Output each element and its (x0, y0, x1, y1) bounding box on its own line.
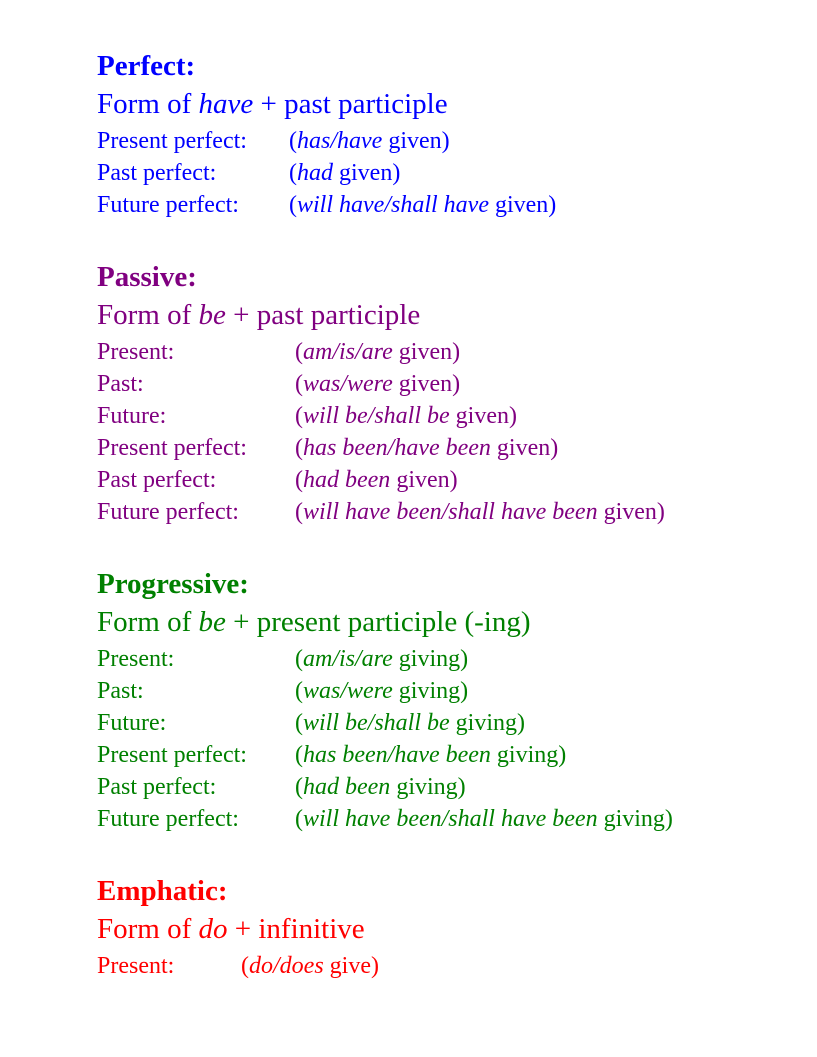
open-paren: ( (295, 403, 303, 429)
tense-row (97, 368, 461, 400)
tense-example (295, 464, 458, 496)
tense-row (97, 336, 461, 368)
example-rest: giving) (597, 806, 673, 832)
open-paren: ( (289, 160, 297, 186)
tense-example (295, 771, 466, 803)
open-paren: ( (295, 678, 303, 704)
tense-row (97, 125, 448, 157)
tense-label: Past: (97, 371, 144, 397)
passive-section (97, 258, 665, 528)
tense-label: Future perfect: (97, 499, 239, 525)
auxiliary-verb: had (297, 160, 333, 186)
tense-row (97, 643, 531, 675)
tense-row (97, 950, 379, 982)
open-paren: ( (241, 953, 249, 979)
formula-prefix: Form of (97, 299, 199, 331)
formula-verb: be (198, 299, 226, 331)
open-paren: ( (295, 774, 303, 800)
section-formula (97, 910, 365, 949)
example-rest: giving) (392, 678, 469, 704)
example-rest: giving) (449, 710, 525, 736)
formula-suffix: + past participle (225, 299, 421, 331)
tense-row (97, 707, 531, 739)
auxiliary-verb: has been/have been (303, 742, 491, 768)
example-rest: given) (488, 192, 557, 218)
tense-row (97, 675, 531, 707)
example-rest: given) (392, 339, 461, 365)
tense-row (97, 739, 567, 771)
tense-example (295, 336, 460, 368)
auxiliary-verb: has/have (297, 128, 383, 154)
tense-row (97, 496, 665, 528)
auxiliary-verb: will have been/shall have been (303, 499, 598, 525)
section-title: Passive: (97, 261, 197, 293)
tense-example (289, 157, 400, 189)
section-formula (97, 85, 448, 124)
open-paren: ( (295, 710, 303, 736)
tense-example (295, 707, 525, 739)
formula-prefix: Form of (97, 606, 199, 638)
tense-example (295, 803, 673, 835)
tense-example (295, 496, 665, 528)
auxiliary-verb: will be/shall be (303, 710, 450, 736)
auxiliary-verb: has been/have been (303, 435, 491, 461)
formula-suffix: + past participle (253, 88, 448, 120)
open-paren: ( (295, 371, 303, 397)
tense-example (241, 950, 379, 982)
tense-label: Past perfect: (97, 467, 217, 493)
open-paren: ( (289, 128, 297, 154)
tense-label: Past perfect: (97, 160, 217, 186)
tense-row (97, 400, 517, 432)
auxiliary-verb: was/were (303, 678, 393, 704)
perfect-section (97, 47, 557, 221)
tense-row (97, 464, 458, 496)
tense-label: Future perfect: (97, 806, 239, 832)
open-paren: ( (295, 806, 303, 832)
auxiliary-verb: was/were (303, 371, 393, 397)
auxiliary-verb: had been (303, 467, 391, 493)
progressive-section (97, 565, 673, 835)
tense-example (289, 125, 450, 157)
formula-prefix: Form of (97, 88, 199, 120)
tense-example (295, 675, 468, 707)
tense-label: Past perfect: (97, 774, 217, 800)
tense-example (289, 189, 556, 221)
formula-verb: do (198, 913, 228, 945)
auxiliary-verb: will be/shall be (303, 403, 450, 429)
example-rest: given) (390, 467, 458, 493)
section-title: Progressive: (97, 568, 249, 600)
open-paren: ( (295, 646, 303, 672)
example-rest: giving) (490, 742, 567, 768)
open-paren: ( (295, 499, 303, 525)
example-rest: given) (597, 499, 665, 525)
auxiliary-verb: do/does (249, 953, 324, 979)
tense-row (97, 432, 559, 464)
tense-label: Present: (97, 339, 175, 365)
auxiliary-verb: will have been/shall have been (303, 806, 598, 832)
tense-label: Future: (97, 403, 167, 429)
example-rest: giving) (390, 774, 466, 800)
example-rest: give) (323, 953, 379, 979)
example-rest: given) (392, 371, 461, 397)
open-paren: ( (295, 435, 303, 461)
tense-example (295, 739, 566, 771)
formula-verb: be (198, 606, 226, 638)
tense-label: Present perfect: (97, 128, 247, 154)
open-paren: ( (295, 339, 303, 365)
tense-row (97, 189, 557, 221)
tense-label: Future perfect: (97, 192, 239, 218)
auxiliary-verb: will have/shall have (297, 192, 489, 218)
open-paren: ( (289, 192, 297, 218)
formula-prefix: Form of (97, 913, 199, 945)
auxiliary-verb: am/is/are (303, 339, 393, 365)
example-rest: given) (382, 128, 450, 154)
tense-label: Present perfect: (97, 742, 247, 768)
tense-row (97, 771, 531, 803)
tense-label: Present perfect: (97, 435, 247, 461)
example-rest: given) (449, 403, 517, 429)
open-paren: ( (295, 467, 303, 493)
tense-label: Future: (97, 710, 167, 736)
section-formula (97, 603, 531, 642)
tense-row (97, 157, 448, 189)
formula-suffix: + infinitive (227, 913, 365, 945)
tense-row (97, 803, 673, 835)
section-formula (97, 296, 420, 335)
emphatic-section (97, 872, 379, 982)
tense-example (295, 432, 558, 464)
auxiliary-verb: am/is/are (303, 646, 393, 672)
tense-example (295, 400, 517, 432)
formula-suffix: + present participle (-ing) (225, 606, 531, 638)
example-rest: given) (333, 160, 401, 186)
tense-label: Past: (97, 678, 144, 704)
tense-label: Present: (97, 953, 175, 979)
section-title: Perfect: (97, 50, 196, 82)
open-paren: ( (295, 742, 303, 768)
example-rest: giving) (392, 646, 469, 672)
auxiliary-verb: had been (303, 774, 391, 800)
tense-example (295, 368, 460, 400)
tense-label: Present: (97, 646, 175, 672)
formula-verb: have (198, 88, 254, 120)
section-title: Emphatic: (97, 875, 228, 907)
example-rest: given) (490, 435, 559, 461)
tense-example (295, 643, 468, 675)
